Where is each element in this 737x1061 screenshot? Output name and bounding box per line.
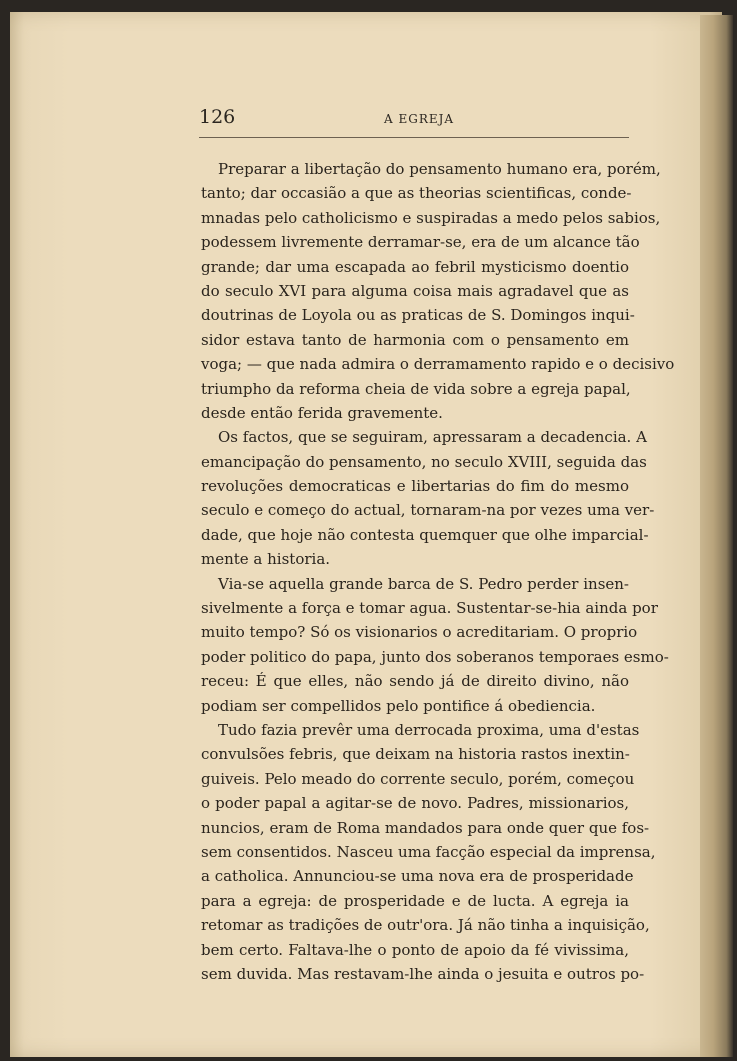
text-line: guiveis. Pelo meado do corrente seculo, porém, começou (201, 769, 635, 788)
text-line: grande; dar uma escapada ao febril mysticismo doentio (201, 257, 629, 276)
page-header (199, 106, 629, 136)
text-line: triumpho da reforma cheia de vida sobre a egreja papal, (201, 379, 631, 398)
text-line: Tudo fazia prevêr uma derrocada proxima, uma d'estas (218, 720, 640, 739)
text-line: poder politico do papa, junto dos soberanos temporaes esmo- (201, 647, 669, 666)
text-line: Preparar a libertação do pensamento humano era, porém, (218, 160, 661, 178)
text-line: seculo e começo do actual, tornaram-na por vezes uma ver- (201, 501, 655, 520)
text-line: sidor estava tanto de harmonia com o pensamento em (201, 330, 629, 349)
body-text (201, 157, 675, 986)
text-line: Os factos, que se seguiram, apressaram a decadencia. A (218, 428, 647, 447)
text-line: o poder papal a agitar-se de novo. Padres, missionarios, (201, 794, 629, 813)
text-line: dade, que hoje não contesta quemquer que olhe imparcial- (201, 525, 649, 544)
text-line: mnadas pelo catholicismo e suspiradas a medo pelos sabios, (201, 208, 661, 227)
text-line: sem duvida. Mas restavam-lhe ainda o jesuita e outros po- (201, 964, 645, 983)
text-line: muito tempo? Só os visionarios o acreditariam. O proprio (201, 623, 638, 642)
page-number: 126 (199, 106, 236, 128)
text-line: para a egreja: de prosperidade e de lucta. A egreja ia (201, 891, 629, 910)
text-line: emancipação do pensamento, no seculo XVIII, seguida das (201, 452, 647, 471)
text-line: tanto; dar occasião a que as theorias scientificas, conde- (201, 184, 632, 203)
page-edge (700, 15, 733, 1057)
text-line: a catholica. Annunciou-se uma nova era de prosperidade (201, 867, 634, 886)
running-title: A EGREJA (384, 112, 455, 126)
text-line: Via-se aquella grande barca de S. Pedro perder insen- (218, 574, 629, 593)
text-line: sem consentidos. Nasceu uma facção especial da imprensa, (201, 842, 656, 861)
text-line: doutrinas de Loyola ou as praticas de S. Domingos inqui- (201, 306, 635, 325)
text-line: receu: É que elles, não sendo já de direito divino, não (201, 672, 629, 691)
text-line: sivelmente a força e tomar agua. Sustentar-se-hia ainda por (201, 599, 658, 618)
text-line: nuncios, eram de Roma mandados para onde quer que fos- (201, 818, 650, 837)
text-line: revoluções democraticas e libertarias do fim do mesmo (201, 477, 629, 496)
text-line: mente a historia. (201, 550, 331, 569)
text-line: do seculo XVI para alguma coisa mais agradavel que as (201, 281, 629, 300)
text-line: bem certo. Faltava-lhe o ponto de apoio da fé vivissima, (201, 940, 629, 959)
text-line: voga; — que nada admira o derramamento rapido e o decisivo (201, 355, 675, 374)
text-line: podiam ser compellidos pelo pontifice á obediencia. (201, 696, 596, 715)
header-rule (199, 137, 629, 138)
text-line: convulsões febris, que deixam na historia rastos inextin- (201, 745, 630, 764)
text-line: desde então ferida gravemente. (201, 403, 443, 422)
text-line: podessem livremente derramar-se, era de um alcance tão (201, 233, 640, 252)
text-line: retomar as tradições de outr'ora. Já não tinha a inquisição, (201, 916, 650, 935)
